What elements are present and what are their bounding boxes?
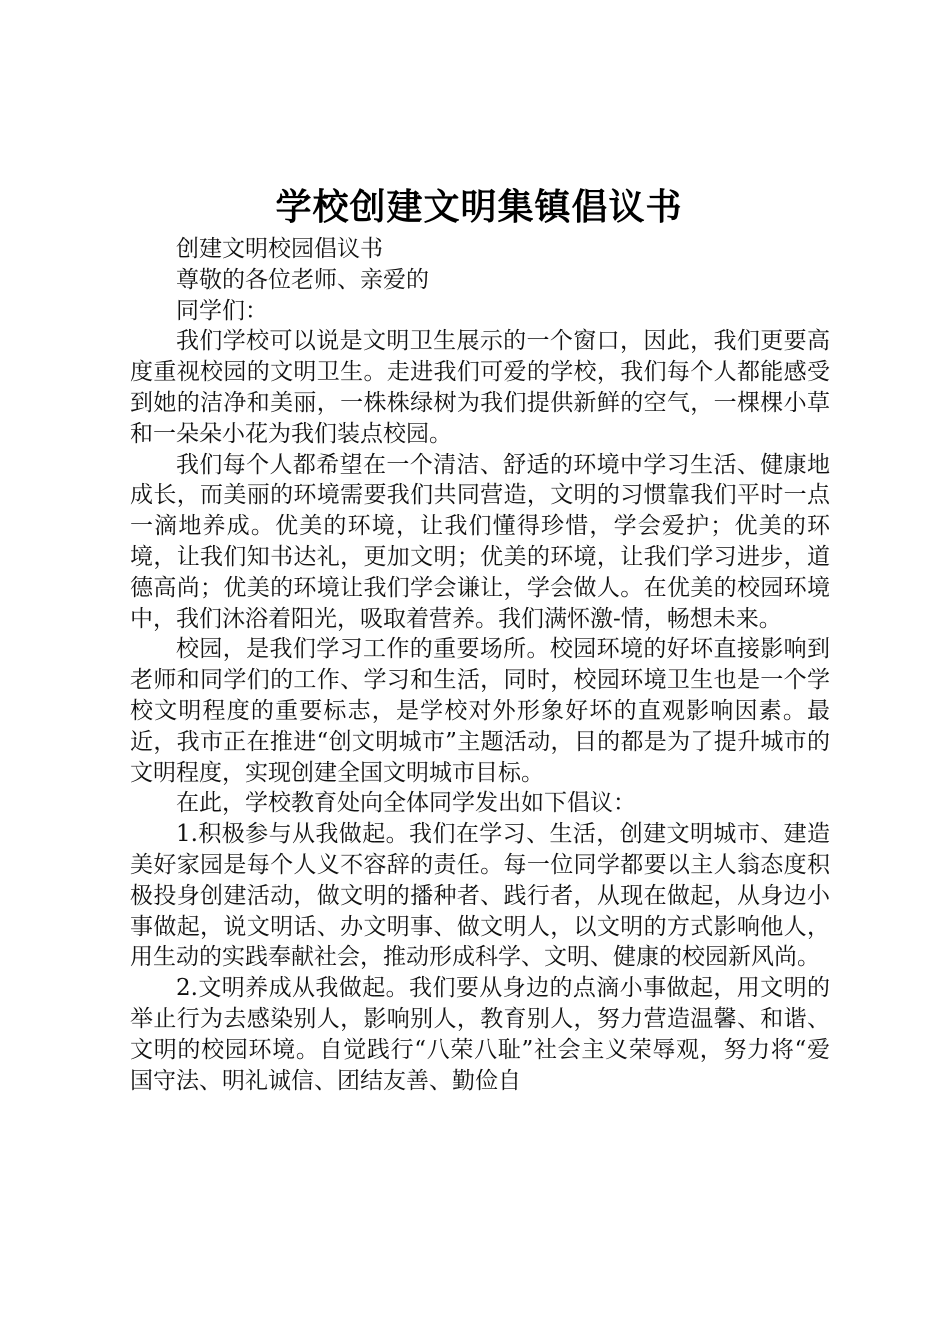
body-paragraph: 我们学校可以说是文明卫生展示的一个窗口，因此，我们更要高度重视校园的文明卫生。走进我们可爱的学校，我们每个人都能感受到她的洁净和美丽，一株株绿树为我们提供新鲜的空气，一棵棵小草和一朵朵小花为我们装点校园。 — [130, 328, 830, 447]
proposal-item: 2.文明养成从我做起。我们要从身边的点滴小事做起，用文明的举止行为去感染别人，影响别人，教育别人，努力营造温馨、和谐、文明的校园环境。自觉践行“八荣八耻”社会主义荣辱观，努力将“爱国守法、明礼诚信、团结友善、勤俭自 — [130, 975, 830, 1094]
body-paragraph: 校园，是我们学习工作的重要场所。校园环境的好坏直接影响到老师和同学们的工作、学习和生活，同时，校园环境卫生也是一个学校文明程度的重要标志，是学校对外形象好坏的直观影响因素。最近，我市正在推进“创文明城市”主题活动，目的都是为了提升城市的文明程度，实现创建全国文明城市目标。 — [130, 636, 830, 786]
salutation-line: 尊敬的各位老师、亲爱的 — [176, 266, 429, 293]
salutation-line: 同学们： — [176, 297, 268, 324]
document-title: 学校创建文明集镇倡议书 — [275, 186, 683, 228]
heading-line: 创建文明校园倡议书 — [176, 236, 383, 262]
document-body — [130, 234, 830, 1096]
body-paragraph: 我们每个人都希望在一个清洁、舒适的环境中学习生活、健康地成长，而美丽的环境需要我们共同营造，文明的习惯靠我们平时一点一滴地养成。优美的环境，让我们懂得珍惜，学会爱护；优美的环境，让我们知书达礼，更加文明；优美的环境，让我们学习进步，道德高尚；优美的环境让我们学会谦让，学会做人。在优美的校园环境中，我们沐浴着阳光，吸取着营养。我们满怀激-情，畅想未来。 — [130, 451, 830, 632]
proposal-item: 1.积极参与从我做起。我们在学习、生活，创建文明城市、建造美好家园是每个人义不容辞的责任。每一位同学都要以主人翁态度积极投身创建活动，做文明的播种者、践行者，从现在做起，从身边小事做起，说文明话、办文明事、做文明人，以文明的方式影响他人，用生动的实践奉献社会，推动形成科学、文明、健康的校园新风尚。 — [130, 821, 830, 971]
body-paragraph: 在此，学校教育处向全体同学发出如下倡议： — [176, 790, 636, 817]
